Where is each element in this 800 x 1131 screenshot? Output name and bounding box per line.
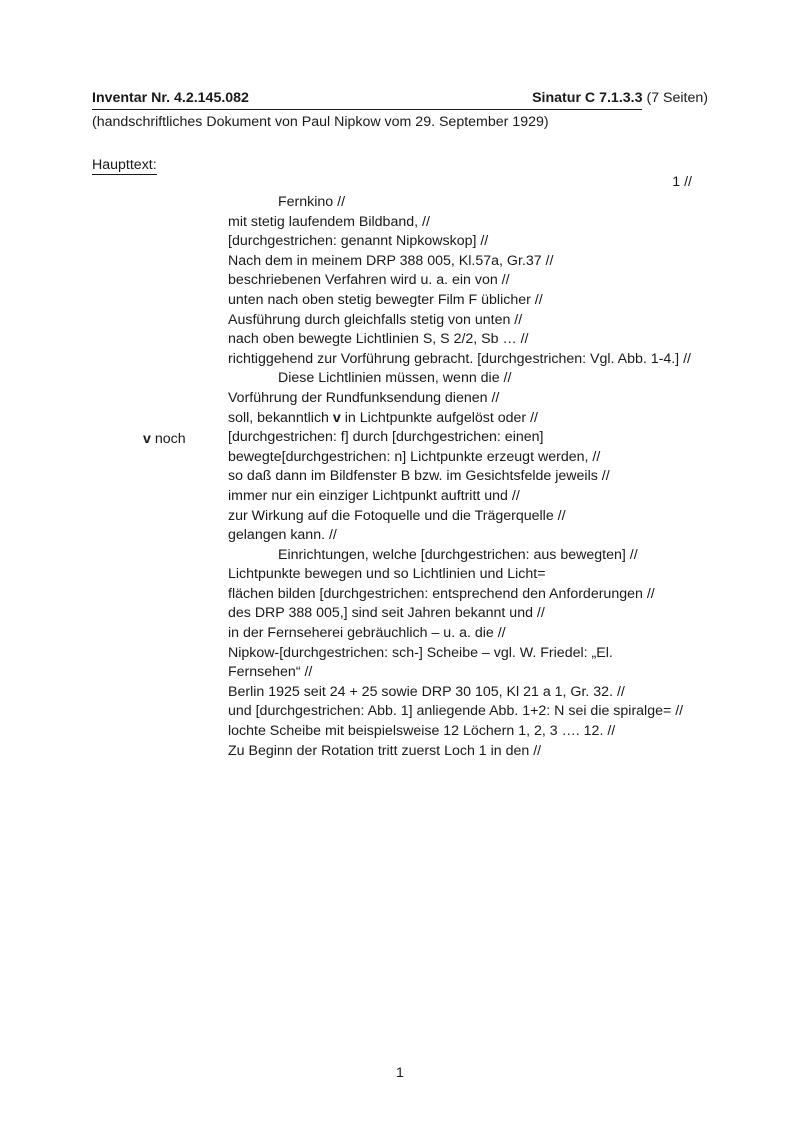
transcription-line: [durchgestrichen: genannt Nipkowskop] // — [228, 233, 489, 250]
folio-marker: 1 // — [672, 174, 692, 190]
header-underlined-group — [92, 88, 642, 110]
transcription-line: so daß dann im Bildfenster B bzw. im Gesichtsfelde jeweils // — [228, 468, 610, 485]
transcription-body — [228, 193, 704, 761]
document-subtitle: (handschriftliches Dokument von Paul Nipkow vom 29. September 1929) — [92, 114, 549, 130]
transcription-line: Fernkino // — [278, 194, 346, 210]
inventory-number: Inventar Nr. 4.2.145.082 — [92, 90, 249, 106]
margin-annotation — [143, 430, 186, 450]
transcription-line: unten nach oben stetig bewegter Film F üblicher // — [228, 291, 543, 308]
transcription-line: Diese Lichtlinien müssen, wenn die // — [278, 370, 512, 387]
header-inventory-row — [92, 88, 708, 110]
transcription-line: Fernsehen“ // — [228, 664, 313, 681]
transcription-line: [durchgestrichen: f] durch [durchgestrichen: einen] — [228, 429, 544, 446]
transcription-line: flächen bilden [durchgestrichen: entsprechend den Anforderungen // — [228, 585, 655, 602]
transcription-line: zur Wirkung auf die Fotoquelle und die Trägerquelle // — [228, 507, 566, 524]
signature-number: Sinatur C 7.1.3.3 — [532, 90, 643, 106]
transcription-line: beschriebenen Verfahren wird u. a. ein von // — [228, 272, 510, 289]
transcription-line: Nipkow-[durchgestrichen: sch-] Scheibe – vgl. W. Friedel: „El. — [228, 644, 613, 661]
transcription-line: nach oben bewegte Lichtlinien S, S 2/2, Sb … // — [228, 331, 529, 348]
transcription-line: richtiggehend zur Vorführung gebracht. [durchgestrichen: Vgl. Abb. 1-4.] // — [228, 350, 691, 367]
insertion-caret-icon: v — [143, 431, 151, 447]
transcription-line: und [durchgestrichen: Abb. 1] anliegende Abb. 1+2: N sei die spiralge= // — [228, 703, 684, 720]
signature-page-count: (7 Seiten) — [646, 90, 708, 106]
transcription-line: Ausführung durch gleichfalls stetig von unten // — [228, 311, 523, 328]
transcription-line: in der Fernseherei gebräuchlich – u. a. die // — [228, 625, 506, 642]
page-number-footer: 1 — [396, 1065, 404, 1081]
transcription-line: soll, bekanntlich v in Lichtpunkte aufgelöst oder // — [228, 409, 538, 426]
transcription-line: Zu Beginn der Rotation tritt zuerst Loch 1 in den // — [228, 742, 542, 759]
transcription-line: lochte Scheibe mit beispielsweise 12 Löchern 1, 2, 3 …. 12. // — [228, 723, 616, 740]
transcription-line: gelangen kann. // — [228, 527, 337, 544]
transcription-line: Vorführung der Rundfunksendung dienen // — [228, 389, 500, 406]
margin-annotation-text: noch — [154, 431, 186, 447]
document-header — [92, 88, 708, 133]
transcription-line: Nach dem in meinem DRP 388 005, Kl.57a, Gr.37 // — [228, 252, 554, 269]
transcription-line: Einrichtungen, welche [durchgestrichen: aus bewegten] // — [278, 546, 638, 563]
transcription-line: bewegte[durchgestrichen: n] Lichtpunkte erzeugt werden, // — [228, 448, 601, 465]
insertion-caret-icon: v — [332, 409, 341, 426]
transcription-line: mit stetig laufendem Bildband, // — [228, 213, 430, 230]
transcription-line: immer nur ein einziger Lichtpunkt auftritt und // — [228, 487, 520, 504]
transcription-line: Berlin 1925 seit 24 + 25 sowie DRP 30 105, Kl 21 a 1, Gr. 32. // — [228, 683, 625, 700]
transcription-line: des DRP 388 005,] sind seit Jahren bekannt und // — [228, 605, 545, 622]
transcription-line: Lichtpunkte bewegen und so Lichtlinien und Licht= — [228, 566, 546, 583]
section-heading-label: Haupttext: — [92, 157, 157, 173]
